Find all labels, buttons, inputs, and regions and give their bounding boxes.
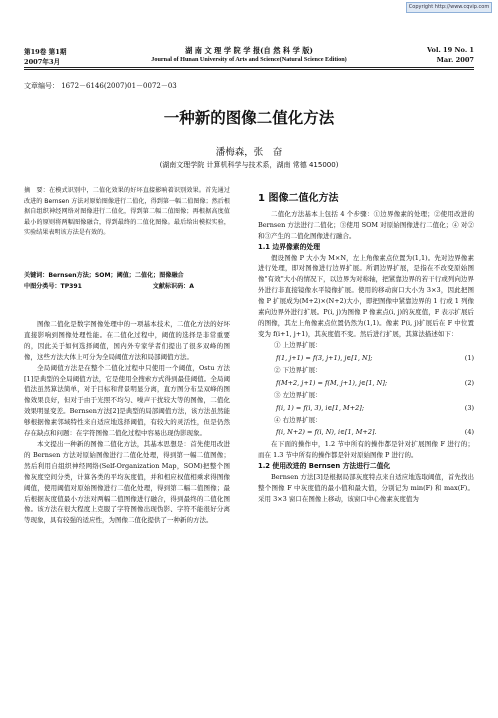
left-column bbox=[24, 319, 230, 526]
volume-cn: 第19卷 第1期 bbox=[24, 48, 67, 56]
intro-paragraph-3: 本文提出一种新的图像二值化方法，其基本思想是：首先使用改进的 Bernsen 方法对原始图像进行二值化处理，得到第一幅二值图像；然后利用自组织神经网络(Self-Organization Map，SOM)把整个图像灰度空间分类，计算各类的平均灰度值，并和相应权值相乘求得图像阈值，使用阈值对原始图像进行二值化处理，得到第二幅二值图像；最后根据灰度值最小方法对两幅二值图像进行融合，得到最终的二值化图像。该方法在很大程度上克服了字符图像出现伪影、字符不能很好分离等现象，具有较强的适应性，为图像二值化提供了一种新的方法。 bbox=[24, 439, 230, 525]
step-4-label: ④ 右边界扩展： bbox=[274, 415, 322, 424]
step-1-label: ① 上边界扩展： bbox=[274, 340, 322, 349]
equation-4 bbox=[258, 425, 474, 439]
volume-en: Vol. 19 No. 1 bbox=[427, 46, 474, 54]
equation-4-body: f(i, N+2) = f(i, N), i∈[1, M+2]. bbox=[276, 428, 377, 437]
date-cn: 2007年3月 bbox=[24, 58, 61, 66]
intro-paragraph-2: 全局阈值方法是在整个二值化过程中只使用一个阈值，Ostu 方法[1]是典型的全局阈值方法，它是使用全搜索方式得到最佳阈值。全局阈值法虽然算法简单，对于目标和背景明显分离，直方图分布呈双峰的图像效果良好，但对于由于光照不均匀、噪声干扰较大等的图像，二值化效果明显变差。Bernsen方法[2]是典型的局部阈值方法，该方法虽然能够根据像素邻域特性来自适应地选择阈值，有较大的灵活性，但是仍然存在缺点和问题：在字符图像二值化过程中容易出现伪影现象。 bbox=[24, 363, 230, 438]
subsection-1-2-heading: 1.2 使用改进的 Bernsen 方法进行二值化 bbox=[258, 462, 391, 471]
date-en: Mar. 2007 bbox=[436, 56, 474, 64]
subsection-1-2-text: Bernsen 方法[3]是根据局部灰度特点来自适应地选取阈值，首先找出整个图像 F 中灰度值的最小值和最大值，分别记为 min(F) 和 max(F)。采用 3×3 窗口在图像上移动，该窗口中心像素灰度值为 bbox=[258, 473, 474, 503]
section-1-heading: 1 图像二值化方法 bbox=[258, 193, 339, 204]
affiliation: (湖南文理学院 计算机科学与技术系，湖南 常德 415000) bbox=[159, 161, 339, 169]
equation-1 bbox=[258, 351, 474, 365]
keywords bbox=[24, 271, 230, 292]
equation-3-number: (3) bbox=[464, 403, 474, 412]
watermark: Copyright http://www.cqvip.com bbox=[406, 2, 492, 13]
paper-title: 一种新的图像二值化方法 bbox=[163, 109, 335, 127]
journal-title-en: Journal of Hunan University of Arts and Science(Natural Science Edition) bbox=[151, 56, 347, 63]
equation-2-number: (2) bbox=[464, 378, 474, 387]
equation-2-body: f(M+2, j+1) = f(M, j+1), j∈[1, N]; bbox=[276, 378, 388, 387]
after-steps-text: 在下面的操作中，1.2 节中所有的操作都是针对扩展图像 F 进行的；而在 1.3 节中所有的操作都是针对原始图像 P 进行的。 bbox=[258, 440, 474, 460]
keyword-list: 关键词：Bernsen方法；SOM；阈值；二值化；图像融合 bbox=[24, 272, 184, 279]
journal-title-cn: 湖 南 文 理 学 院 学 报(自 然 科 学 版) bbox=[185, 46, 313, 55]
header-rule-2 bbox=[24, 69, 474, 70]
equation-3 bbox=[258, 401, 474, 415]
abstract: 摘 要：在模式识别中，二值化效果的好坏直接影响着识别效果。首先通过改进的 Bernsen 方法对原始图像进行二值化，得到第一幅二值图像；然后根据自组织神经网络对图像进行二值化，得到第二幅二值图像；再根据高度值最小的原则将两幅图像融合，得到最终的二值化图像。最后给出模拟实验，实验结果表明该方法是有效的。 bbox=[24, 187, 230, 237]
equation-4-number: (4) bbox=[464, 428, 474, 437]
classification-row bbox=[24, 282, 194, 293]
intro-paragraph-1: 图像二值化是数字图像处理中的一项基本技术，二值化方法的好坏直接影响到图像处理性能。在二值化过程中，阈值的选择是非常重要的，因此关于如何选择阈值，国内外专家学者们提出了很多双峰的图像，这些方法大体上可分为全局阈值方法和局部阈值方法。 bbox=[24, 320, 230, 361]
document-code: 文献标识码：A bbox=[152, 282, 194, 290]
step-3-label: ③ 左边界扩展： bbox=[274, 390, 322, 399]
authors: 潘梅森，张 奋 bbox=[215, 147, 283, 158]
equation-1-body: f(1, j+1) = f(3, j+1), j∈[1, N]; bbox=[276, 353, 373, 362]
right-column bbox=[258, 194, 474, 505]
subsection-1-1-heading: 1.1 边界像素的处理 bbox=[258, 242, 320, 251]
subsection-1-1-text: 假设图像 P 大小为 M×N，左上角像素点位置为(1,1)。先对边界像素进行处理，即对图像进行边界扩展。所谓边界扩展，是指在不改变原始图像"有效"大小的情况下，以边界为对称轴，把紧靠边界的若干行或列向边界外进行非直接镜像水平镜像扩展。使用的移动窗口大小为 3×3，因此把图像 P 扩展成为(M+2)×(N+2)大小，即把图像中紧靠边界的 1 行或 1 列像素向边界外进行扩展。P(i, j)为图像 P 像素点(i, j)的灰度值，F 表示扩展后的图像，其左上角像素点位置仍然为(1,1)。像素 P(i, j)扩展后在 F 中位置变为 f(i+1, j+1)，其灰度值不变。然后进行扩展，其算法描述如下： bbox=[258, 253, 474, 338]
equation-2 bbox=[258, 376, 474, 390]
section-1-intro: 二值化方法基本上包括 4 个步骤：①边界像素的处理；②使用改进的 Bernsen 方法进行二值化；③使用 SOM 对原始图像进行二值化；④ 对②和③产生的二值化图像进行融合。 bbox=[258, 209, 474, 240]
header-rule bbox=[24, 67, 474, 68]
step-2-label: ② 下边界扩展： bbox=[274, 365, 322, 374]
article-number: 文章编号： 1672－6146(2007)01－0072－03 bbox=[24, 82, 177, 90]
classification-number: 中图分类号：TP391 bbox=[24, 282, 82, 290]
equation-1-number: (1) bbox=[464, 353, 474, 362]
equation-3-body: f(i, 1) = f(i, 3), i∈[1, M+2]; bbox=[276, 403, 365, 412]
